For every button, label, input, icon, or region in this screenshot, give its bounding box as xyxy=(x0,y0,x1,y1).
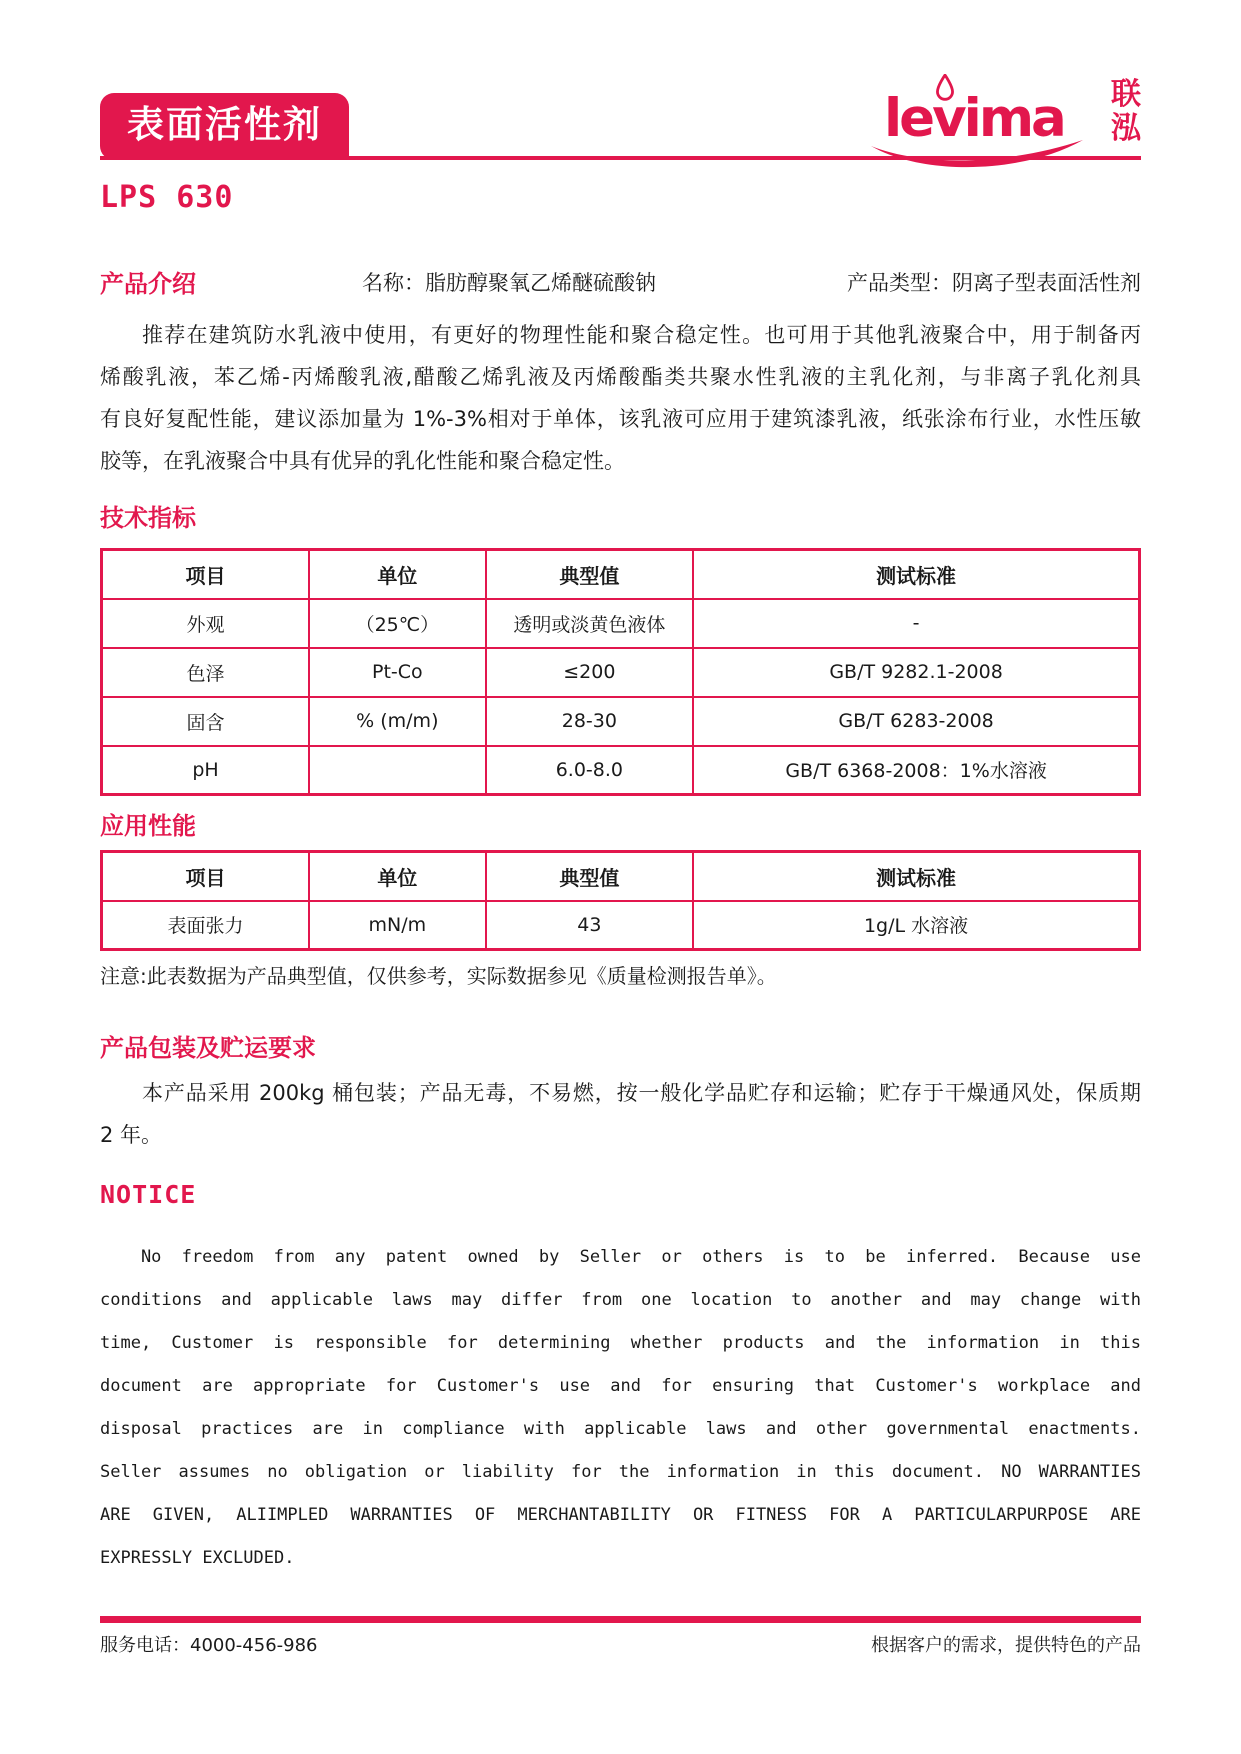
notice-paragraph-line: ARE GIVEN, ALIIMPLED WARRANTIES OF MERCHANTABILITY OR FITNESS FOR A PARTICULARPURPOSE ARE xyxy=(100,1505,1141,1525)
brand-logo xyxy=(882,77,1141,160)
table-row xyxy=(102,901,1140,950)
table-header-row xyxy=(102,550,1140,599)
footer-phone: 服务电话：4000-456-986 xyxy=(100,1635,318,1656)
table-cell: 43 xyxy=(486,901,694,950)
tech-spec-table-wrap xyxy=(100,548,1141,796)
product-type: 产品类型：阴离子型表面活性剂 xyxy=(847,271,1141,295)
product-code: LPS 630 xyxy=(100,180,234,215)
table-header-cell: 项目 xyxy=(102,550,310,599)
notice-paragraph-line: disposal practices are in compliance with applicable laws and other governmental enactments. xyxy=(100,1419,1141,1439)
logo-chinese-name xyxy=(1111,78,1141,146)
notice-paragraph-line: conditions and applicable laws may differ from one location to another and may change with xyxy=(100,1290,1141,1310)
table-cell: 色泽 xyxy=(102,648,310,697)
notice-paragraph-line: document are appropriate for Customer's use and for ensuring that Customer's workplace and xyxy=(100,1376,1141,1396)
table-cell: （25℃） xyxy=(309,599,485,648)
notice-paragraph xyxy=(100,1236,1141,1580)
footer-row xyxy=(100,1631,1141,1657)
packaging-paragraph xyxy=(100,1072,1141,1156)
logo-cn-top: 联 xyxy=(1111,77,1141,112)
intro-heading: 产品介绍 xyxy=(100,270,196,298)
application-table xyxy=(100,850,1141,951)
product-name: 名称：脂肪醇聚氧乙烯醚硫酸钠 xyxy=(362,271,656,295)
table-cell: GB/T 9282.1-2008 xyxy=(693,648,1139,697)
intro-paragraph xyxy=(100,314,1141,482)
table-row xyxy=(102,648,1140,697)
notice-paragraph-line: EXPRESSLY EXCLUDED. xyxy=(100,1548,295,1568)
table-cell: 固含 xyxy=(102,697,310,746)
table-cell: 6.0-8.0 xyxy=(486,746,694,795)
table-cell: GB/T 6283-2008 xyxy=(693,697,1139,746)
table-cell: Pt-Co xyxy=(309,648,485,697)
application-table-wrap xyxy=(100,850,1141,951)
table-cell: 外观 xyxy=(102,599,310,648)
table-cell: 表面张力 xyxy=(102,901,310,950)
table-header-cell: 单位 xyxy=(309,550,485,599)
packaging-heading: 产品包装及贮运要求 xyxy=(100,1034,316,1062)
intro-paragraph-line: 烯酸乳液，苯乙烯-丙烯酸乳液,醋酸乙烯乳液及丙烯酸酯类共聚水性乳液的主乳化剂，与非离子乳化剂具 xyxy=(100,365,1141,389)
table-cell: ≤200 xyxy=(486,648,694,697)
intro-paragraph-line: 推荐在建筑防水乳液中使用，有更好的物理性能和聚合稳定性。也可用于其他乳液聚合中，用于制备丙 xyxy=(142,323,1141,347)
intro-paragraph-line: 有良好复配性能，建议添加量为 1%-3%相对于单体，该乳液可应用于建筑漆乳液，纸张涂布行业，水性压敏 xyxy=(100,407,1141,431)
table-cell: 透明或淡黄色液体 xyxy=(486,599,694,648)
intro-paragraph-line: 胶等，在乳液聚合中具有优异的乳化性能和聚合稳定性。 xyxy=(100,449,625,473)
category-badge: 表面活性剂 xyxy=(100,93,349,160)
table-header-cell: 测试标准 xyxy=(693,550,1139,599)
packaging-paragraph-line: 2 年。 xyxy=(100,1123,163,1147)
table-cell: pH xyxy=(102,746,310,795)
table-header-cell: 典型值 xyxy=(486,852,694,901)
table-row xyxy=(102,697,1140,746)
notice-heading: NOTICE xyxy=(100,1180,197,1209)
table-header-row xyxy=(102,852,1140,901)
table-cell xyxy=(309,746,485,795)
footer-divider xyxy=(100,1616,1141,1623)
table-header-cell: 测试标准 xyxy=(693,852,1139,901)
intro-row xyxy=(100,264,1141,298)
note-text: 注意:此表数据为产品典型值，仅供参考，实际数据参见《质量检测报告单》。 xyxy=(100,964,777,988)
table-cell: 28-30 xyxy=(486,697,694,746)
notice-paragraph-line: No freedom from any patent owned by Seller or others is to be inferred. Because use xyxy=(140,1247,1141,1267)
packaging-paragraph-line: 本产品采用 200kg 桶包装；产品无毒，不易燃，按一般化学品贮存和运输；贮存于干燥通风处，保质期 xyxy=(142,1081,1141,1105)
notice-paragraph-line: time, Customer is responsible for determining whether products and the information in this xyxy=(100,1333,1141,1353)
logo-cn-bottom: 泓 xyxy=(1111,111,1141,146)
table-header-cell: 项目 xyxy=(102,852,310,901)
table-cell: % (m/m) xyxy=(309,697,485,746)
table-cell: 1g/L 水溶液 xyxy=(693,901,1139,950)
levima-wordmark: levima xyxy=(884,88,1064,149)
table-header-cell: 单位 xyxy=(309,852,485,901)
table-row xyxy=(102,599,1140,648)
table-row xyxy=(102,746,1140,795)
notice-paragraph-line: Seller assumes no obligation or liability for the information in this document. NO WARRANTIES xyxy=(100,1462,1141,1482)
table-header-cell: 典型值 xyxy=(486,550,694,599)
footer-slogan: 根据客户的需求，提供特色的产品 xyxy=(871,1635,1141,1656)
application-heading: 应用性能 xyxy=(100,812,196,840)
swoosh-icon xyxy=(868,138,1086,168)
table-cell: mN/m xyxy=(309,901,485,950)
tech-spec-heading: 技术指标 xyxy=(100,504,196,532)
droplet-icon xyxy=(934,74,956,102)
tech-spec-table xyxy=(100,548,1141,796)
table-cell: - xyxy=(693,599,1139,648)
table-cell: GB/T 6368-2008：1%水溶液 xyxy=(693,746,1139,795)
